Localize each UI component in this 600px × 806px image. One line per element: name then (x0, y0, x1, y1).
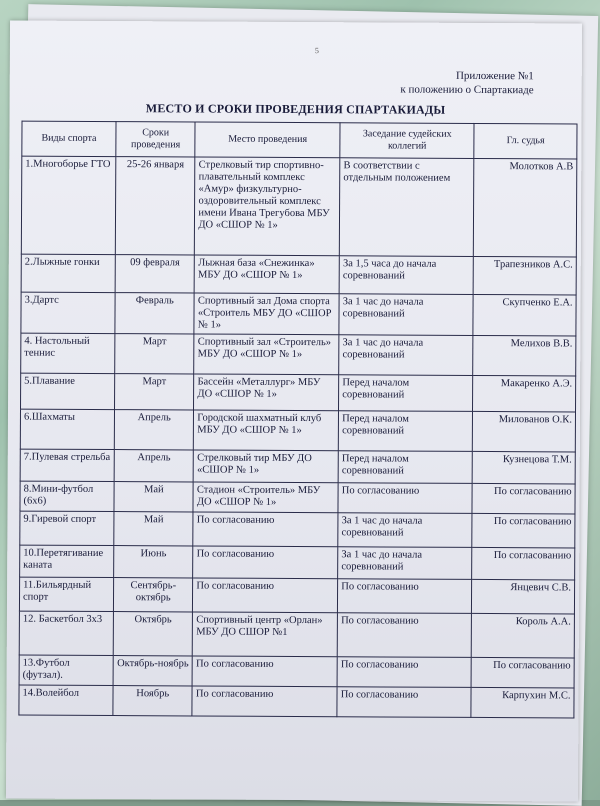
table-header-row (22, 121, 577, 159)
cell-judge: Скупченко Е.А. (473, 294, 576, 336)
cell-judge: Милованов О.К. (473, 411, 576, 452)
appendix-line-2: к положению о Спартакиаде (400, 83, 534, 97)
cell-place: Городской шахматный клуб МБУ ДО «СШОР № 1» (194, 410, 339, 451)
cell-sport: 5.Плавание (21, 373, 115, 409)
cell-judge: Янцевич С.В. (472, 579, 575, 614)
cell-sport: 2.Лыжные гонки (21, 254, 115, 292)
cell-dates: Май (114, 512, 193, 546)
table-row (21, 333, 576, 376)
cell-judge: Макаренко А.Э. (473, 375, 576, 412)
cell-board: Перед началом соревнований (338, 451, 472, 484)
cell-board: По согласованию (337, 613, 471, 658)
document-page (6, 21, 582, 802)
cell-sport: 8.Мини-футбол (6х6) (20, 481, 114, 511)
cell-dates: Март (115, 334, 194, 374)
table-body (19, 156, 577, 718)
cell-judge: Мелихов В.В. (473, 335, 576, 376)
cell-sport: 12. Баскетбол 3х3 (19, 611, 113, 655)
table-row (19, 655, 574, 688)
cell-dates: Сентябрь-октябрь (114, 578, 193, 612)
cell-place: Стрелковый тир спортивно-плавательный комплекс «Амур» физкультурно-оздоровительный комплекс имени Ивана Трегубова МБУ ДО «СШОР № 1» (195, 157, 340, 256)
cell-sport: 6.Шахматы (20, 409, 114, 449)
document-title: МЕСТО И СРОКИ ПРОВЕДЕНИЯ СПАРТАКИАДЫ (145, 101, 446, 117)
cell-place: По согласованию (193, 546, 338, 579)
table-row (19, 611, 574, 658)
cell-sport: 14.Волейбол (19, 685, 113, 715)
cell-board: По согласованию (337, 657, 471, 688)
cell-place: По согласованию (193, 512, 338, 547)
cell-place: Лыжная база «Снежинка» МБУ ДО «СШОР № 1» (194, 255, 339, 294)
cell-sport: 13.Футбол (футзал). (19, 655, 113, 685)
cell-judge: Молотков А.В (474, 158, 577, 257)
header-dates: Сроки проведения (116, 122, 195, 157)
cell-board: За 1 час до начала соревнований (339, 335, 473, 376)
cell-board: Перед началом соревнований (339, 375, 473, 412)
cell-sport: 10.Перетягивание каната (20, 545, 114, 577)
cell-dates: 09 февраля (115, 255, 194, 293)
cell-dates: Апрель (114, 450, 193, 482)
cell-judge: Карпухин М.С. (471, 687, 574, 718)
cell-place: Стрелковый тир МБУ ДО «СШОР № 1» (193, 450, 338, 483)
table-row (20, 449, 575, 484)
cell-sport: 4. Настольный теннис (21, 333, 115, 373)
cell-judge: Трапезников А.С. (474, 256, 577, 295)
cell-board: В соответствии с отдельным положением (340, 158, 475, 257)
table-row (20, 545, 575, 580)
table-row (20, 481, 575, 514)
table-row (21, 156, 577, 257)
cell-place: По согласованию (193, 578, 338, 613)
cell-place: Спортивный зал Дома спорта «Строитель МБУ ДО «СШОР № 1» (194, 293, 339, 335)
cell-dates: Ноябрь (113, 686, 192, 716)
cell-board: По согласованию (337, 687, 471, 718)
header-board: Заседание судейских коллегий (340, 123, 474, 159)
cell-judge: По согласованию (472, 513, 575, 548)
cell-place: Спортивный центр «Орлан» МБУ ДО СШОР №1 (193, 612, 338, 657)
cell-place: Бассейн «Металлург» МБУ ДО «СШОР № 1» (194, 374, 339, 411)
cell-dates: Май (114, 482, 193, 512)
cell-board: По согласованию (338, 483, 472, 514)
table-row (20, 409, 575, 452)
table-row (21, 292, 576, 336)
cell-dates: 25-26 января (115, 157, 195, 255)
cell-board: По согласованию (338, 579, 472, 614)
table-row (19, 685, 574, 718)
cell-sport: 7.Пулевая стрельба (20, 449, 114, 481)
cell-board: За 1 час до начала соревнований (338, 547, 472, 580)
cell-place: По согласованию (192, 656, 337, 687)
cell-dates: Март (115, 374, 194, 410)
schedule-table (18, 121, 577, 719)
cell-board: За 1,5 часа до начала соревнований (339, 256, 473, 295)
cell-judge: Кузнецова Т.М. (473, 451, 576, 484)
cell-board: За 1 час до начала соревнований (339, 294, 473, 336)
header-place: Место проведения (195, 122, 340, 158)
cell-judge: По согласованию (471, 657, 574, 688)
header-judge: Гл. судья (474, 123, 577, 159)
cell-dates: Февраль (115, 293, 194, 334)
table-row (21, 373, 576, 412)
page-number: 5 (314, 46, 319, 56)
cell-sport: 1.Многоборье ГТО (21, 156, 116, 254)
appendix-line-1: Приложение №1 (455, 69, 534, 83)
cell-place: Спортивный зал «Строитель» МБУ ДО «СШОР № 1» (194, 334, 339, 375)
cell-place: По согласованию (192, 686, 337, 717)
cell-judge: По согласованию (472, 483, 575, 514)
cell-judge: По согласованию (472, 547, 575, 580)
table-row (20, 511, 575, 548)
cell-board: Перед началом соревнований (338, 411, 472, 452)
table-row (19, 577, 574, 614)
cell-sport: 9.Гиревой спорт (20, 511, 114, 545)
cell-dates: Октябрь (113, 612, 193, 656)
table-row (21, 254, 576, 295)
cell-board: За 1 час до начала соревнований (338, 513, 472, 548)
cell-dates: Июнь (114, 546, 193, 578)
cell-judge: Король А.А. (472, 613, 575, 658)
cell-sport: 11.Бильярдный спорт (19, 577, 113, 611)
cell-place: Стадион «Строитель» МБУ ДО «СШОР № 1» (193, 482, 338, 513)
cell-sport: 3.Дартс (21, 292, 115, 333)
header-sport: Виды спорта (22, 121, 116, 156)
cell-dates: Октябрь-ноябрь (113, 656, 192, 686)
cell-dates: Апрель (114, 410, 193, 450)
appendix-note (400, 69, 533, 98)
